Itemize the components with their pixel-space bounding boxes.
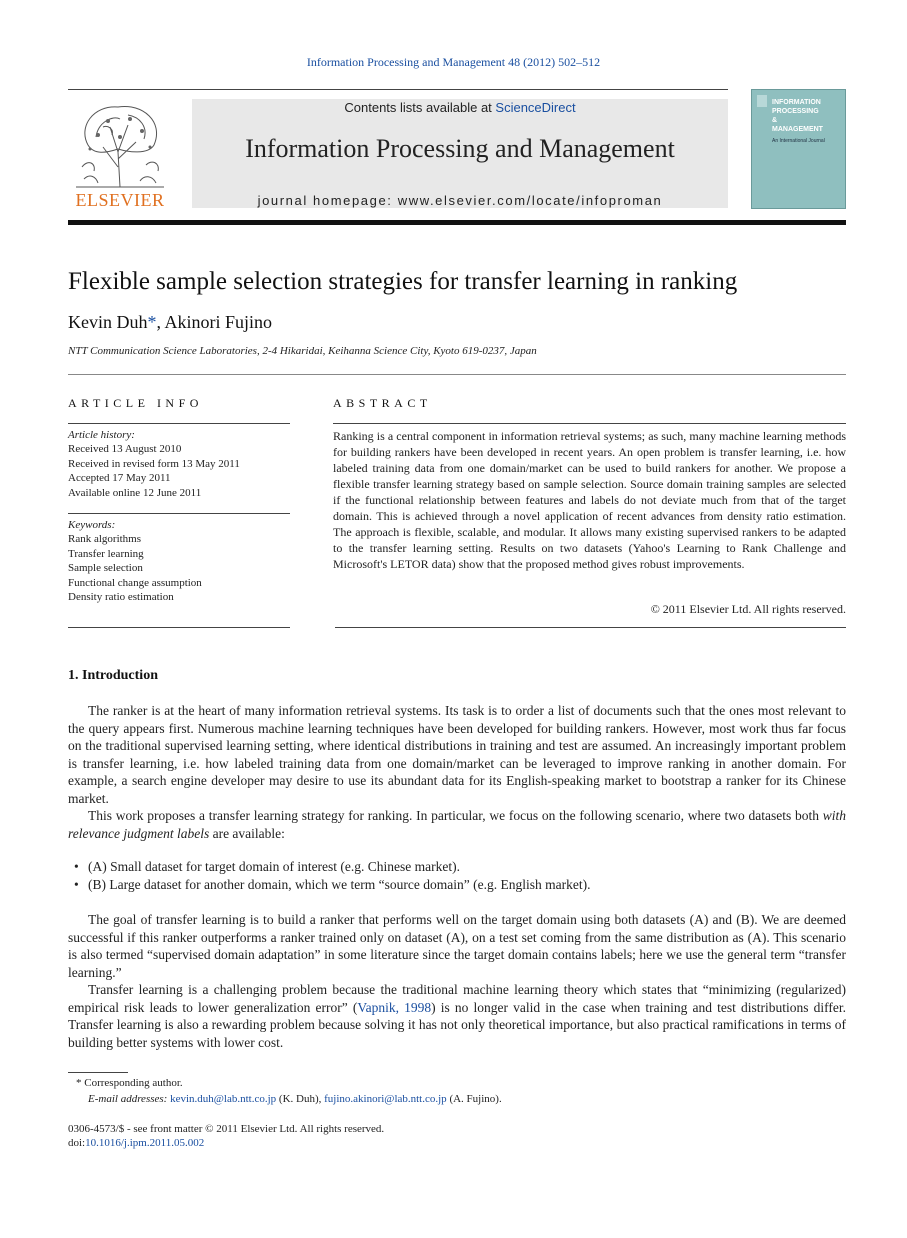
doi-label: doi: — [68, 1137, 86, 1149]
divider — [68, 374, 846, 375]
footnote-divider — [68, 1072, 128, 1073]
abstract-heading: ABSTRACT — [333, 396, 432, 410]
divider — [68, 513, 290, 514]
history-item: Received 13 August 2010 — [68, 443, 182, 456]
history-item: Available online 12 June 2011 — [68, 486, 202, 499]
corresponding-author-footnote: * Corresponding author. — [76, 1077, 183, 1089]
journal-homepage — [192, 193, 728, 208]
email-link[interactable]: kevin.duh@lab.ntt.co.jp — [170, 1093, 277, 1105]
elsevier-wordmark[interactable]: ELSEVIER — [75, 190, 165, 210]
bullet-item — [68, 876, 846, 894]
keyword: Density ratio estimation — [68, 591, 174, 604]
emphasis-text: with relevance judgment labels — [68, 808, 846, 841]
author-separator: , — [156, 312, 165, 332]
bullet-text: (B) Large dataset for another domain, which we term “source domain” (e.g. English market). — [88, 877, 591, 892]
email-owner: (A. Fujino). — [446, 1093, 502, 1105]
keyword: Transfer learning — [68, 547, 144, 560]
body-paragraph — [68, 702, 846, 808]
keywords — [68, 518, 290, 604]
paragraph-text: are available: — [209, 825, 285, 841]
journal-cover-thumbnail[interactable] — [751, 89, 846, 209]
affiliation: NTT Communication Science Laboratories, 2-4 Hikaridai, Keihanna Science City, Kyoto 619-0237, Japan — [68, 345, 537, 357]
homepage-url[interactable]: www.elsevier.com/locate/infoproman — [397, 193, 663, 208]
keyword: Functional change assumption — [68, 576, 202, 589]
keyword: Sample selection — [68, 562, 143, 575]
tree-icon — [68, 97, 172, 192]
bullet-text: (A) Small dataset for target domain of interest (e.g. Chinese market). — [88, 859, 461, 874]
divider — [333, 423, 846, 424]
contents-prefix: Contents lists available at — [344, 100, 496, 115]
section-heading: 1. Introduction — [68, 668, 158, 683]
divider — [68, 627, 290, 628]
header-thick-rule — [68, 220, 846, 225]
cover-title: INFORMATION PROCESSING & MANAGEMENT — [772, 99, 823, 133]
divider — [68, 423, 290, 424]
paragraph-text: This work proposes a transfer learning strategy for ranking. In particular, we focus on the following scenario, where two datasets both — [88, 808, 823, 823]
cover-subtitle: An International Journal — [772, 138, 825, 144]
paragraph-text: ) is no longer valid in the case when training and test distributions differ. Transfer learning is also a rewarding problem because solving it has not only theoretical importance, but also practical ramifications in terms of building better systems with lower cost. — [68, 999, 846, 1050]
email-link[interactable]: fujino.akinori@lab.ntt.co.jp — [324, 1093, 447, 1105]
keywords-label: Keywords: — [68, 519, 116, 531]
article-info-heading: ARTICLE INFO — [68, 396, 203, 410]
author-name: Akinori Fujino — [164, 312, 273, 332]
divider — [335, 627, 846, 628]
history-item: Accepted 17 May 2011 — [68, 472, 171, 485]
header-divider — [68, 89, 728, 90]
doi-link[interactable]: 10.1016/j.ipm.2011.05.002 — [85, 1137, 205, 1149]
email-label: E-mail addresses: — [88, 1093, 168, 1105]
paper-title: Flexible sample selection strategies for transfer learning in ranking — [68, 268, 738, 295]
issn-line: 0306-4573/$ - see front matter © 2011 Elsevier Ltd. All rights reserved. — [68, 1123, 385, 1135]
doi-line — [68, 1136, 846, 1151]
bullet-item — [68, 858, 846, 876]
body-paragraph — [68, 807, 846, 842]
journal-reference[interactable]: Information Processing and Management 48 (2012) 502–512 — [306, 55, 601, 69]
corresponding-author-mark[interactable]: * — [147, 312, 157, 332]
copyright-notice: © 2011 Elsevier Ltd. All rights reserved. — [650, 602, 846, 616]
keyword: Rank algorithms — [68, 533, 142, 546]
bullet-icon: • — [74, 877, 79, 892]
citation-link[interactable]: Vapnik, 1998 — [357, 999, 432, 1015]
bullet-icon: • — [74, 859, 79, 874]
history-label: Article history: — [68, 429, 135, 441]
email-owner: (K. Duh), — [276, 1093, 325, 1105]
body-paragraph — [68, 911, 846, 981]
abstract-text: Ranking is a central component in information retrieval systems; as such, many machine learning methods for building rankers have been developed in recent years. An open problem is transfer learning, i.e. how labeled training data from one domain/market can be used to build rankers for another. We propose a flexible transfer learning strategy based on sample selection. Source domain training samples are selected if the functional relationship between features and labels do not deviate much from that of the target domain. This is achieved through a novel application of recent advances from density ratio estimation. The approach is flexible, scalable, and modular. It allows many existing supervised rankers to be adapted to the transfer learning setting. Results on two datasets (Yahoo's Learning to Rank Challenge and Microsoft's LETOR data) show that the proposed method gives robust improvements. — [333, 429, 846, 571]
author-name: Kevin Duh — [68, 312, 148, 332]
article-history — [68, 428, 290, 500]
homepage-prefix: journal homepage: — [257, 193, 398, 208]
sciencedirect-link[interactable]: ScienceDirect — [495, 100, 576, 115]
author-list — [68, 312, 272, 333]
journal-title: Information Processing and Management — [245, 134, 675, 163]
history-item: Received in revised form 13 May 2011 — [68, 457, 240, 470]
paragraph-text: The ranker is at the heart of many information retrieval systems. Its task is to order a list of documents such that the ones most relevant to the query appears first. Numerous machine learning techniques have been developed for building rankers. However, most work thus far focus on the traditional supervised learning setting, where identical distributions in training and test are assumed. An increasingly important problem is transfer learning, i.e. how labeled training data from one domain/market can be leveraged to improve ranking in another domain. For example, a search engine developer may desire to use its abundant data for its English-speaking market to bootstrap a ranker for its Chinese market. — [68, 703, 846, 806]
contents-line — [192, 100, 728, 115]
cover-emblem-icon — [757, 95, 767, 107]
email-footnote — [68, 1092, 866, 1107]
paragraph-text: Transfer learning is a challenging problem because the traditional machine learning theory which states that “minimizing (regularized) empirical risk leads to lower generalization error” ( — [68, 982, 846, 1015]
paragraph-text: The goal of transfer learning is to build a ranker that performs well on the target domain using both datasets (A) and (B). We are deemed successful if this ranker outperforms a ranker trained only on dataset (A), on a test set coming from the same distribution as (A). This scenario is also termed “supervised domain adaptation” in some literature since the target domain contains labels; here we use the general term “transfer learning.” — [68, 912, 846, 980]
body-paragraph — [68, 981, 846, 1051]
